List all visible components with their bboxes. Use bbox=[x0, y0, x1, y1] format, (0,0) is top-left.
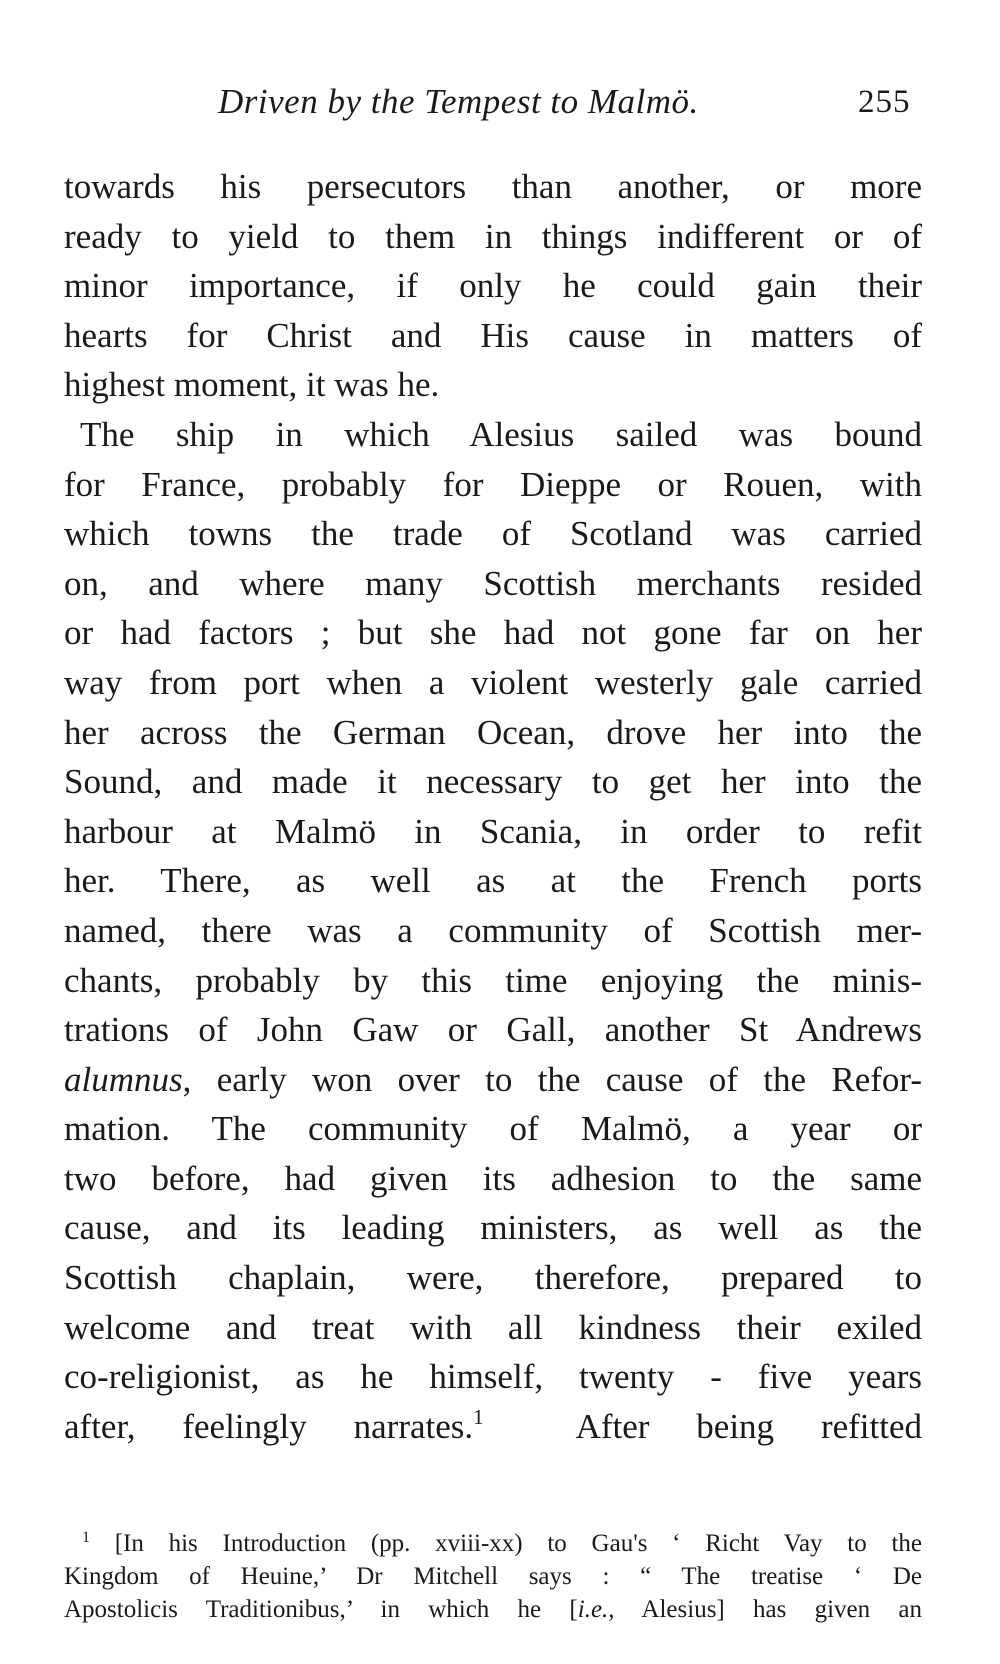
text-line: minor importance, if only he could gain their bbox=[64, 266, 922, 306]
text-line: co-religionist, as he himself, twenty - five years bbox=[64, 1357, 922, 1397]
text-line: which towns the trade of Scotland was carried bbox=[64, 514, 922, 554]
text-line: trations of John Gaw or Gall, another St Andrews bbox=[64, 1010, 922, 1050]
text-line: chants, probably by this time enjoying the minis- bbox=[64, 960, 922, 1000]
text-fragment: , Alesius] has given an bbox=[608, 1596, 922, 1623]
footnote-line bbox=[64, 1593, 922, 1626]
text-line bbox=[64, 1055, 922, 1105]
text-line: on, and where many Scottish merchants resided bbox=[64, 563, 922, 603]
text-line: mation. The community of Malmö, a year or bbox=[64, 1109, 922, 1149]
italic-word: alumnus bbox=[64, 1059, 183, 1099]
footnote-line: Kingdom of Heuine,’ Dr Mitchell says : “ The treatise ‘ De bbox=[64, 1563, 922, 1590]
footnote bbox=[64, 1527, 922, 1626]
text-line: way from port when a violent westerly gale carried bbox=[64, 662, 922, 702]
text-line: hearts for Christ and His cause in matters of bbox=[64, 315, 922, 355]
text-line: named, there was a community of Scottish mer- bbox=[64, 910, 922, 950]
text-line: highest moment, it was he. bbox=[64, 365, 440, 405]
text-fragment: After being refitted bbox=[575, 1406, 923, 1446]
page-number: 255 bbox=[858, 84, 911, 120]
text-line: Sound, and made it necessary to get her into the bbox=[64, 762, 922, 802]
text-line: welcome and treat with all kindness their exiled bbox=[64, 1307, 922, 1347]
text-line: her. There, as well as at the French ports bbox=[64, 861, 922, 901]
text-fragment: [In his Introduction (pp. xviii-xx) to Gau's ‘ Richt Vay to the bbox=[114, 1530, 922, 1557]
text-line: towards his persecutors than another, or more bbox=[64, 167, 922, 206]
text-line: or had factors ; but she had not gone far on her bbox=[64, 613, 922, 653]
text-line bbox=[64, 1402, 922, 1452]
text-fragment: Apostolicis Traditionibus,’ in which he [ bbox=[64, 1596, 578, 1623]
running-title: Driven by the Tempest to Malmö. bbox=[218, 82, 699, 121]
text-line: ready to yield to them in things indifferent or of bbox=[64, 216, 922, 256]
italic-abbrev: i.e. bbox=[577, 1596, 609, 1623]
text-line: her across the German Ocean, drove her into the bbox=[64, 712, 922, 752]
footnote-marker: 1 bbox=[82, 1529, 90, 1546]
text-fragment: , early won over to the cause of the Refor- bbox=[182, 1059, 922, 1099]
text-line: harbour at Malmö in Scania, in order to refit bbox=[64, 811, 922, 851]
body-text bbox=[64, 162, 922, 1451]
running-header bbox=[0, 82, 1000, 132]
footnote-line bbox=[64, 1527, 922, 1560]
text-line: for France, probably for Dieppe or Rouen, with bbox=[64, 464, 922, 504]
text-fragment: after, feelingly narrates. bbox=[64, 1406, 474, 1446]
footnote-reference[interactable]: 1 bbox=[473, 1404, 484, 1429]
text-line: Scottish chaplain, were, therefore, prepared to bbox=[64, 1258, 922, 1298]
text-line: two before, had given its adhesion to the same bbox=[64, 1158, 922, 1198]
text-line: The ship in which Alesius sailed was bound bbox=[80, 414, 922, 454]
text-line: cause, and its leading ministers, as well as the bbox=[64, 1208, 922, 1248]
